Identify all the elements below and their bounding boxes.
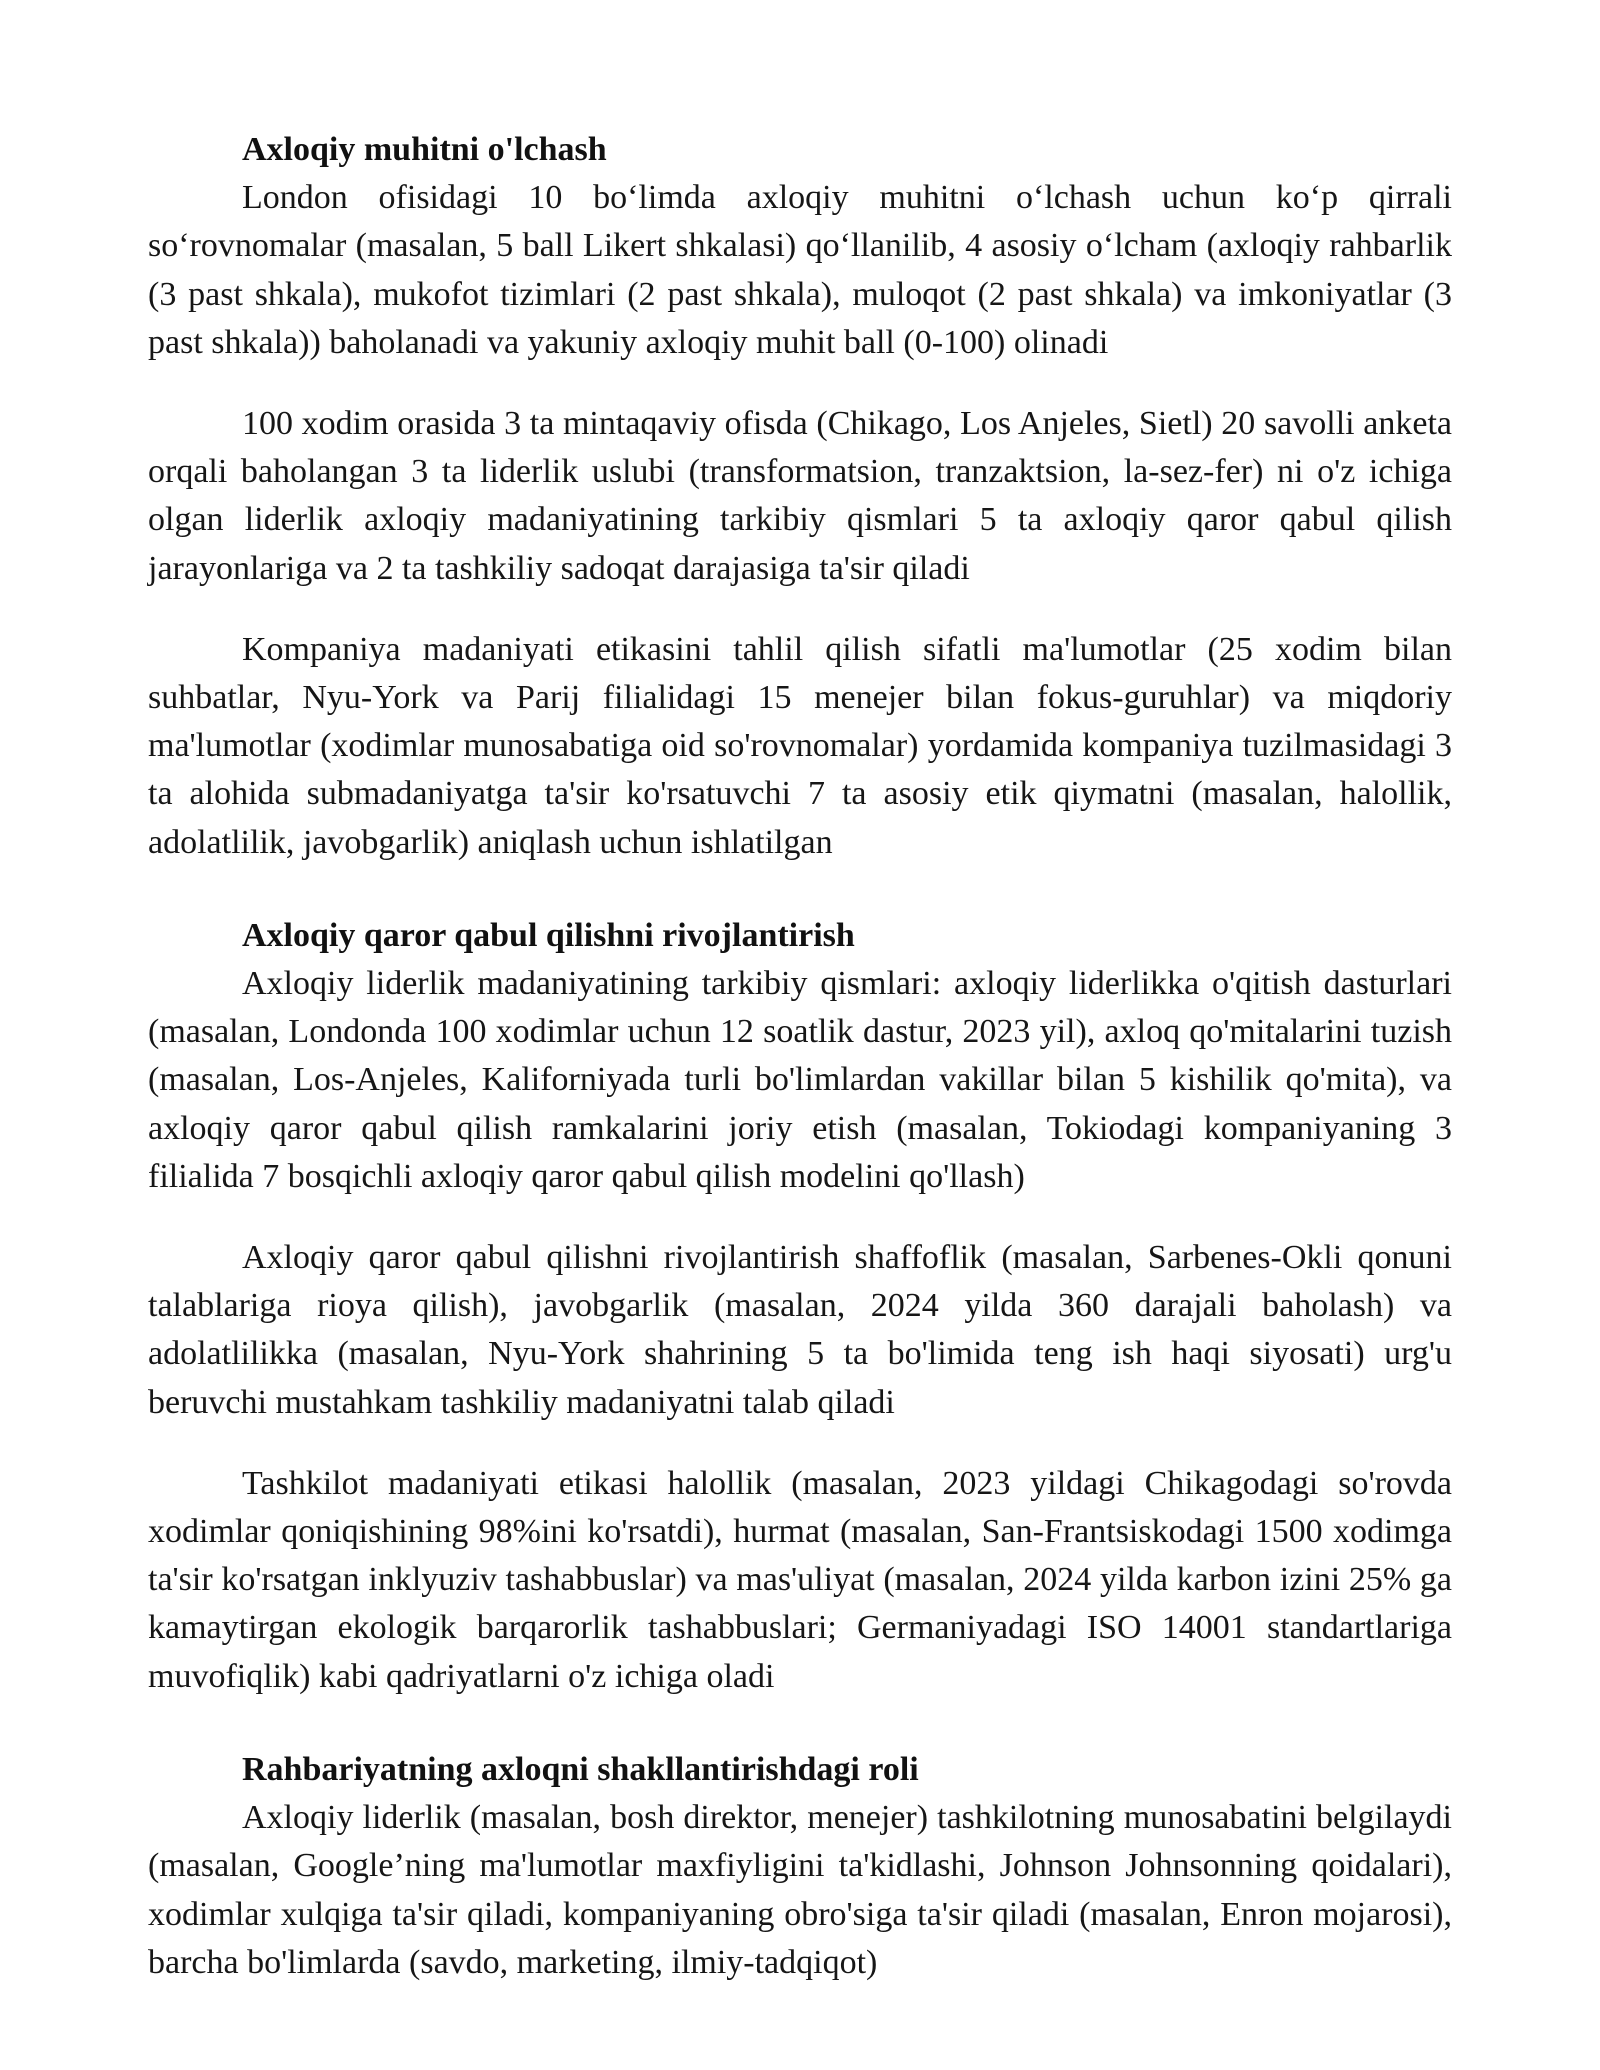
paragraph: Axloqiy qaror qabul qilishni rivojlantirish shaffoflik (masalan, Sarbenes-Okli qonuni talablariga rioya qilish), javobgarlik (masalan, 2024 yilda 360 darajali baholash) va adolatlilikka (masalan, Nyu-York shahrining 5 ta bo'limida teng ish haqi siyosati) urg'u beruvchi mustahkam tashkiliy madaniyatni talab qiladi [148,1239,1452,1421]
section-heading-ethical-climate-measurement: Axloqiy muhitni o'lchash [242,131,607,168]
document-body [148,126,1452,1987]
paragraph: London ofisidagi 10 bo‘limda axloqiy muhitni o‘lchash uchun ko‘p qirrali so‘rovnomalar (masalan, 5 ball Likert shkalasi) qo‘llanilib, 4 asosiy o‘lcham (axloqiy rahbarlik (3 past shkala), mukofot tizimlari (2 past shkala), muloqot (2 past shkala) va imkoniyatlar (3 past shkala)) baholanadi va yakuniy axloqiy muhit ball (0-100) olinadi [148,179,1452,361]
section-heading-ethical-decision-making: Axloqiy qaror qabul qilishni rivojlantirish [242,916,855,954]
paragraph: Axloqiy liderlik (masalan, bosh direktor, menejer) tashkilotning munosabatini belgilaydi (masalan, Google’ning ma'lumotlar maxfiyligini ta'kidlashi, Johnson Johnsonning qoidalari), xodimlar xulqiga ta'sir qiladi, kompaniyaning obro'siga ta'sir qiladi (masalan, Enron mojarosi), barcha bo'limlarda (savdo, marketing, ilmiy-tadqiqot) [148,1799,1452,1981]
paragraph: Tashkilot madaniyati etikasi halollik (masalan, 2023 yildagi Chikagodagi so'rovda xodimlar qoniqishining 98%ini ko'rsatdi), hurmat (masalan, San-Frantsiskodagi 1500 xodimga ta'sir ko'rsatgan inklyuziv tashabbuslar) va mas'uliyat (masalan, 2024 yilda karbon izini 25% ga kamaytirgan ekologik barqarorlik tashabbuslari; Germaniyadagi ISO 14001 standartlariga muvofiqlik) kabi qadriyatlarni o'z ichiga oladi [148,1464,1452,1695]
paragraph: 100 xodim orasida 3 ta mintaqaviy ofisda (Chikago, Los Anjeles, Sietl) 20 savolli anketa orqali baholangan 3 ta liderlik uslubi (transformatsion, tranzaktsion, la-sez-fer) ni o'z ichiga olgan liderlik axloqiy madaniyatining tarkibiy qismlari 5 ta axloqiy qaror qabul qilish jarayonlariga va 2 ta tashkiliy sadoqat darajasiga ta'sir qiladi [148,405,1452,587]
paragraph: Axloqiy liderlik madaniyatining tarkibiy qismlari: axloqiy liderlikka o'qitish dasturlari (masalan, Londonda 100 xodimlar uchun 12 soatlik dastur, 2023 yil), axloq qo'mitalarini tuzish (masalan, Los-Anjeles, Kaliforniyada turli bo'limlardan vakillar bilan 5 kishilik qo'mita), va axloqiy qaror qabul qilish ramkalarini joriy etish (masalan, Tokiodagi kompaniyaning 3 filialida 7 bosqichli axloqiy qaror qabul qilish modelini qo'llash) [148,965,1452,1195]
section-heading-leadership-role: Rahbariyatning axloqni shakllantirishdagi roli [242,1750,919,1788]
paragraph: Kompaniya madaniyati etikasini tahlil qilish sifatli ma'lumotlar (25 xodim bilan suhbatlar, Nyu-York va Parij filialidagi 15 menejer bilan fokus-guruhlar) va miqdoriy ma'lumotlar (xodimlar munosabatiga oid so'rovnomalar) yordamida kompaniya tuzilmasidagi 3 ta alohida submadaniyatga ta'sir ko'rsatuvchi 7 ta asosiy etik qiymatni (masalan, halollik, adolatlilik, javobgarlik) aniqlash uchun ishlatilgan [148,630,1452,861]
